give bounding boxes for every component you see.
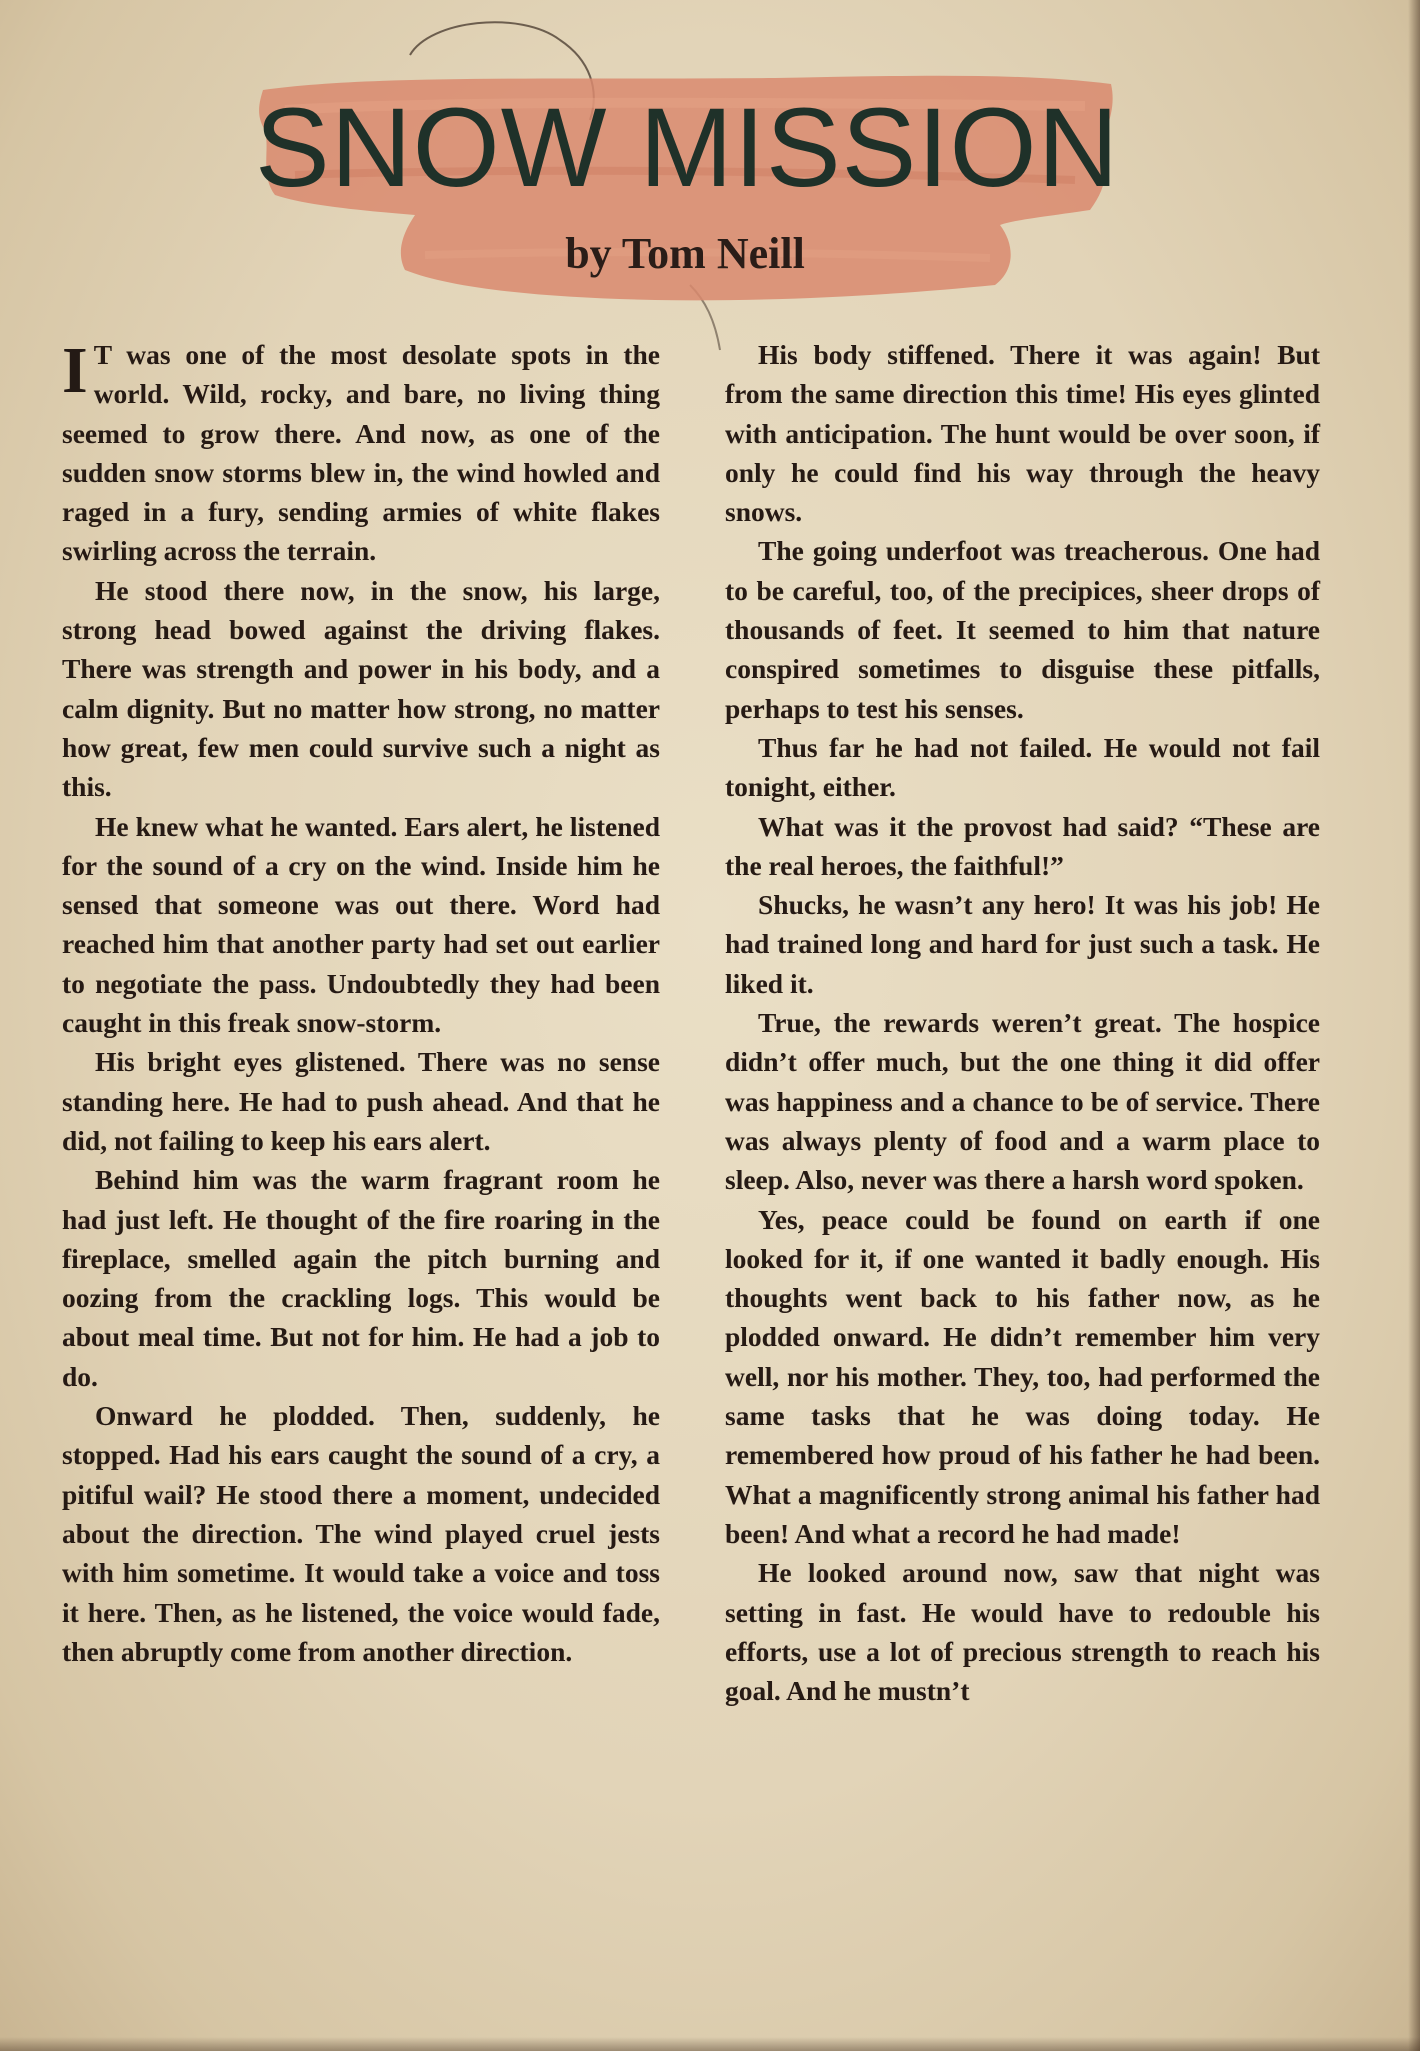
story-title: SNOW MISSION	[255, 85, 1120, 210]
paragraph: Behind him was the warm fragrant room he had just left. He thought of the fire roaring in the fireplace, smelled again the pitch burning and oozing from the crackling logs. This would be about meal time. But not for him. He had a job to do.	[62, 1164, 660, 1392]
title-block	[255, 70, 1120, 320]
paragraph: Yes, peace could be found on earth if one looked for it, if one wanted it badly enough. His thoughts went back to his father now, as he plodded onward. He didn’t remember him very well, nor his mother. They, too, had performed the same tasks that he was doing today. He remembered how proud of his father he had been. What a magnificently strong animal his father had been! And what a record he had made!	[725, 1203, 1320, 1549]
paragraph: He knew what he wanted. Ears alert, he listened for the sound of a cry on the wind. Inside him he sensed that someone was out there. Word had reached him that another party had set out earlier to negotiate the pass. Undoubtedly they had been caught in this freak snow-storm.	[62, 810, 660, 1039]
paragraph: He looked around now, saw that night was setting in fast. He would have to redouble his efforts, use a lot of precious strength to reach his goal. And he mustn’t	[725, 1557, 1320, 1707]
text-column-left	[62, 335, 660, 1671]
paragraph: True, the rewards weren’t great. The hospice didn’t offer much, but the one thing it did offer was happiness and a chance to be of service. There was always plenty of food and a warm place to sleep. Also, never was there a harsh word spoken.	[725, 1007, 1320, 1196]
page-edge-shadow-bottom	[0, 2037, 1420, 2051]
paragraph: What was it the provost had said? “These are the real heroes, the faithful!”	[725, 810, 1320, 881]
paragraph: He stood there now, in the snow, his large, strong head bowed against the driving flakes. There was strength and power in his body, and a calm dignity. But no matter how strong, no matter how great, few men could survive such a night as this.	[62, 574, 660, 803]
paragraph: Onward he plodded. Then, suddenly, he stopped. Had his ears caught the sound of a cry, a pitiful wail? He stood there a moment, undecided about the direction. The wind played cruel jests with him sometime. It would take a voice and toss it here. Then, as he listened, the voice would fade, then abruptly come from another direction.	[62, 1400, 660, 1667]
paragraph: Thus far he had not failed. He would not fail tonight, either.	[725, 731, 1320, 803]
story-byline: by Tom Neill	[565, 229, 805, 278]
paragraph: The going underfoot was treacherous. One had to be careful, too, of the precipices, sheer drops of thousands of feet. It seemed to him that nature conspired sometimes to disguise these pitfalls, perhaps to test his senses.	[725, 535, 1320, 724]
drop-cap: I	[62, 334, 88, 407]
paragraph	[62, 335, 660, 571]
text-column-right	[725, 335, 1320, 1710]
paragraph: Shucks, he wasn’t any hero! It was his job! He had trained long and hard for just such a task. He liked it.	[725, 889, 1320, 999]
paragraph: His body stiffened. There it was again! But from the same direction this time! His eyes glinted with anticipation. The hunt would be over soon, if only he could find his way through the heavy snows.	[725, 339, 1320, 528]
paragraph: His bright eyes glistened. There was no sense standing here. He had to push ahead. And that he did, not failing to keep his ears alert.	[62, 1046, 660, 1156]
page-edge-shadow-right	[1408, 0, 1420, 2051]
paragraph-text: T was one of the most desolate spots in the world. Wild, rocky, and bare, no living thing seemed to grow there. And now, as one of the sudden snow storms blew in, the wind howled and raged in a fury, sending armies of white flakes swirling across the terrain.	[62, 339, 660, 567]
